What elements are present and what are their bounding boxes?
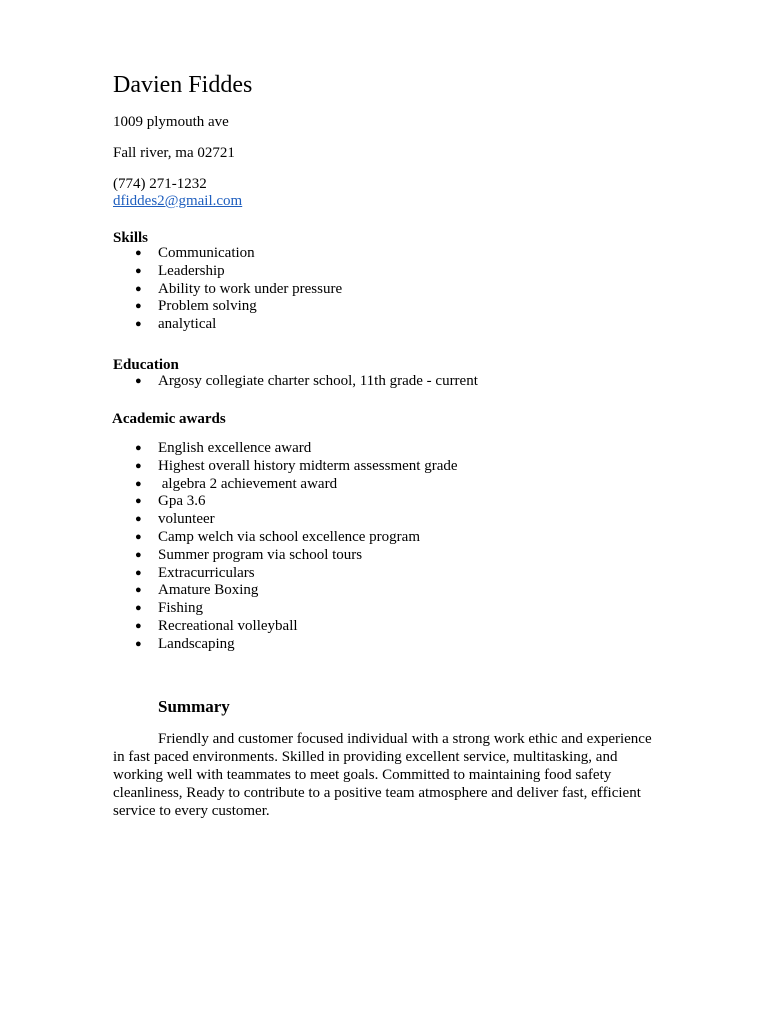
bullet-icon: ●	[135, 619, 142, 632]
resume-name: Davien Fiddes	[113, 72, 253, 98]
summary-heading: Summary	[158, 697, 230, 716]
bullet-icon: ●	[135, 530, 142, 543]
bullet-icon: ●	[135, 282, 142, 295]
resume-page: Davien Fiddes 1009 plymouth ave Fall river, ma 02721 (774) 271-1232 dfiddes2@gmail.com Skills ● Communication ● Leadership ● Ability to work under pressure ● Problem solving ● analytical Education ● Argosy collegiate charter school, 11th grade - current Academic awards ● English excellence award ● Highest overall history midterm assessment grade ● algebra 2 achievement award ● Gpa 3.6 ● volunteer ● Camp welch via school excellence program ● Summer program via school tours ● Extracurriculars ● Amature Boxing ● Fishing ● Recreational volleyball ● Landscaping Summary Friendly and customer focused individual with a strong work ethic and experience in fast paced environments. Skilled in providing excellent service, multitasking, and working well with teammates to meet goals. Committed to maintaining food safety cleanliness, Ready to contribute to a positive team atmosphere and deliver fast, efficient service to every customer.	[0, 0, 768, 1024]
bullet-icon: ●	[135, 495, 142, 508]
bullet-icon: ●	[135, 264, 142, 277]
phone-number: (774) 271-1232	[113, 176, 207, 192]
bullet-icon: ●	[135, 459, 142, 472]
bullet-icon: ●	[135, 442, 142, 454]
bullet-icon: ●	[135, 548, 142, 561]
bullet-icon: ●	[135, 318, 142, 331]
bullet-icon: ●	[135, 477, 142, 490]
email-link[interactable]: dfiddes2@gmail.com	[113, 193, 243, 209]
education-heading: Education	[113, 357, 179, 373]
bullet-icon: ●	[135, 247, 142, 259]
summary-paragraph: Friendly and customer focused individual with a strong work ethic and experience in fast paced environments. Skilled in providing excellent service, multitasking, and working well with teammates to meet goals. Committed to maintaining food safety cleanliness, Ready to contribute to a positive team atmosphere and deliver fast, efficient service to every customer.	[113, 731, 652, 819]
bullet-icon: ●	[135, 375, 142, 387]
bullet-icon: ●	[135, 300, 142, 313]
skills-heading: Skills	[113, 230, 149, 246]
bullet-icon: ●	[135, 584, 142, 597]
awards-heading: Academic awards	[112, 411, 226, 427]
bullet-icon: ●	[135, 637, 142, 650]
address-line-2: Fall river, ma 02721	[113, 145, 235, 161]
bullet-icon: ●	[135, 566, 142, 579]
address-line-1: 1009 plymouth ave	[113, 114, 229, 130]
bullet-icon: ●	[135, 513, 142, 526]
bullet-icon: ●	[135, 602, 142, 615]
